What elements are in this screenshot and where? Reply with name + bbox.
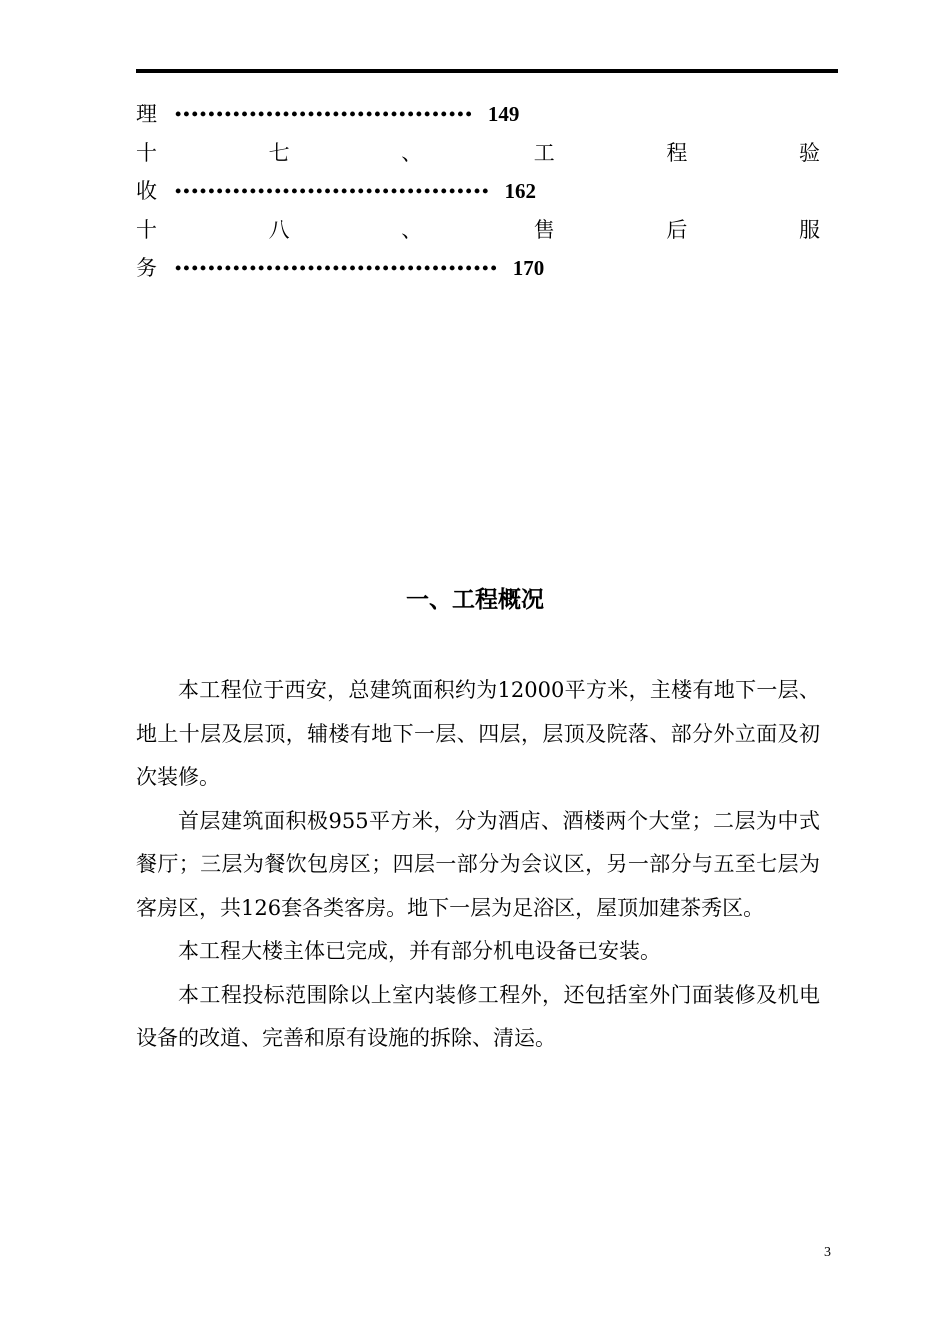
toc-entry-text: 务 <box>136 256 157 280</box>
page-number: 3 <box>824 1245 831 1260</box>
table-of-contents <box>136 95 820 288</box>
toc-entry-tail-18[interactable] <box>136 249 820 288</box>
toc-entry-tail-17[interactable] <box>136 172 820 211</box>
toc-leader-dots: ••••••••••••••••••••••••••••••••••••••• <box>175 258 499 278</box>
toc-heading-char: 服 <box>798 217 820 242</box>
toc-heading-char: 后 <box>666 217 688 242</box>
paragraph: 本工程投标范围除以上室内装修工程外，还包括室外门面装修及机电设备的改道、完善和原有设施的拆除、清运。 <box>136 982 820 1050</box>
toc-entry-text: 收 <box>136 179 157 203</box>
toc-leader-dots: •••••••••••••••••••••••••••••••••••• <box>175 104 474 124</box>
body-text <box>136 669 820 1061</box>
toc-entry-heading-17[interactable] <box>136 134 820 173</box>
toc-heading-char: 工 <box>533 140 555 165</box>
toc-heading-char: 售 <box>533 217 555 242</box>
toc-leader-dots: •••••••••••••••••••••••••••••••••••••• <box>175 181 491 201</box>
toc-heading-char: 八 <box>268 217 290 242</box>
paragraph: 本工程大楼主体已完成，并有部分机电设备已安装。 <box>178 939 661 963</box>
toc-heading-char: 十 <box>136 217 157 242</box>
toc-page-number: 162 <box>504 179 536 203</box>
section-title: 一、工程概况 <box>406 587 544 613</box>
toc-entry-text: 理 <box>136 102 157 126</box>
toc-heading-char: 、 <box>401 217 423 242</box>
toc-heading-char: 十 <box>136 140 157 165</box>
toc-heading-char: 程 <box>666 140 688 165</box>
toc-heading-char: 验 <box>798 140 820 165</box>
toc-entry-heading-18[interactable] <box>136 211 820 250</box>
toc-page-number: 149 <box>487 102 520 126</box>
paragraph: 本工程位于西安，总建筑面积约为12000平方米，主楼有地下一层、地上十层及层顶，辅楼有地下一层、四层，层顶及院落、部分外立面及初次装修。 <box>136 678 820 789</box>
toc-entry-tail-17-prev[interactable] <box>136 95 820 134</box>
toc-heading-char: 七 <box>268 140 290 165</box>
paragraph: 首层建筑面积极955平方米，分为酒店、酒楼两个大堂；二层为中式餐厅；三层为餐饮包房区；四层一部分为会议区，另一部分与五至七层为客房区，共126套各类客房。地下一层为足浴区，屋顶加建茶秀区。 <box>136 808 820 920</box>
header-rule <box>136 69 838 73</box>
toc-heading-char: 、 <box>401 140 423 165</box>
toc-page-number: 170 <box>512 256 545 280</box>
